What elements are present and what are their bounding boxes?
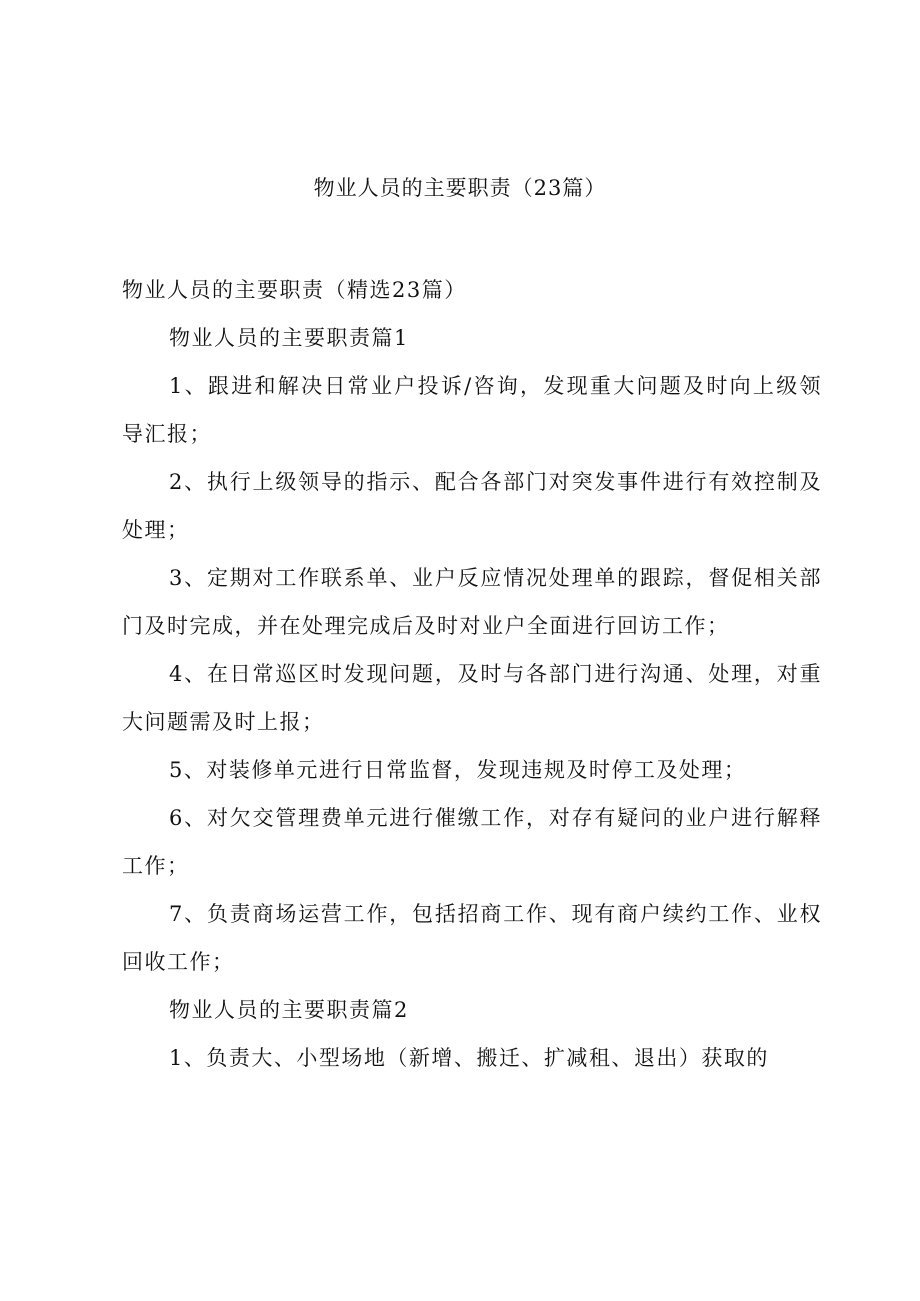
section-heading: 物业人员的主要职责篇1 — [169, 326, 409, 350]
list-item: 5、对装修单元进行日常监督，发现违规及时停工及处理； — [169, 758, 747, 782]
list-item: 1、负责大、小型场地（新增、搬迁、扩减租、退出）获取的 — [169, 1046, 769, 1070]
list-item: 2、执行上级领导的指示、配合各部门对突发事件进行有效控制及处理； — [122, 470, 822, 542]
list-item: 7、负责商场运营工作，包括招商工作、现有商户续约工作、业权回收工作； — [122, 902, 822, 974]
list-item: 4、在日常巡区时发现问题，及时与各部门进行沟通、处理，对重大问题需及时上报； — [122, 662, 822, 734]
list-item: 1、跟进和解决日常业户投诉/咨询，发现重大问题及时向上级领导汇报； — [122, 374, 822, 446]
list-item: 3、定期对工作联系单、业户反应情况处理单的跟踪，督促相关部门及时完成，并在处理完成后及时对业户全面进行回访工作； — [122, 566, 822, 638]
document-subtitle: 物业人员的主要职责（精选23篇） — [122, 278, 467, 302]
document-title: 物业人员的主要职责（23篇） — [313, 176, 607, 200]
document-body — [122, 266, 822, 1082]
list-item: 6、对欠交管理费单元进行催缴工作，对存有疑问的业户进行解释工作； — [122, 806, 822, 878]
section-heading: 物业人员的主要职责篇2 — [169, 998, 409, 1022]
